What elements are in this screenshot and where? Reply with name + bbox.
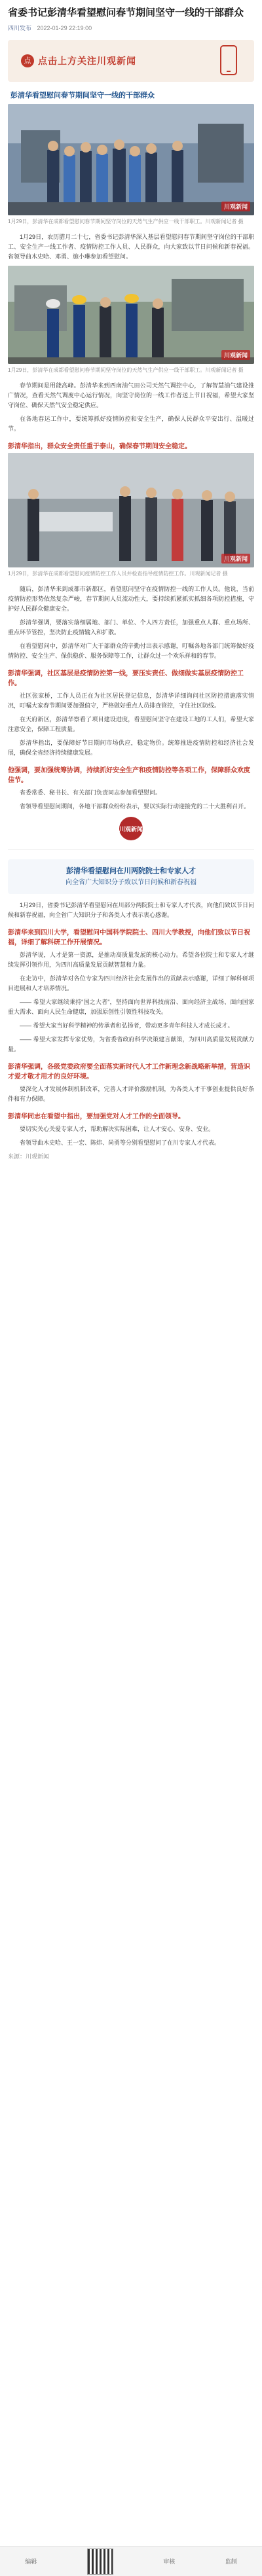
logo-row <box>8 817 254 840</box>
paragraph: 彭清华指出，要保障好节日期间市场供应，稳定物价。统筹推进疫情防控和经济社会发展，确保全省经济持续健康发展。 <box>8 740 254 756</box>
publisher-logo: 川观新闻 <box>119 817 143 840</box>
section1-heading: 彭清华看望慰问春节期间坚守一线的干部群众 <box>10 92 155 99</box>
section2-subtitle: 向全省广大知识分子致以节日问候和新春祝福 <box>66 879 196 886</box>
meta-date: 2022-01-29 22:19:00 <box>37 25 92 31</box>
meta-source[interactable]: 四川发布 <box>8 25 32 31</box>
paragraph: 在走访中，彭清华对各位专家为四川经济社会发展作出的贡献表示感谢，详细了解科研项目进展和人才培养情况。 <box>8 975 254 992</box>
photo-2 <box>8 266 254 364</box>
follow-banner[interactable] <box>8 40 254 82</box>
paragraph: 要深化人才发展体制机制改革，完善人才评价激励机制，为各类人才干事创业提供良好条件和有力保障。 <box>8 1086 254 1102</box>
paragraph: 彭清华说，人才是第一资源，是推动高质量发展的核心动力。希望各位院士和专家人才继续发挥引领作用，为四川高质量发展贡献智慧和力量。 <box>8 952 254 968</box>
qr-code-icon[interactable] <box>87 2549 113 2575</box>
paragraph: 在各地春运工作中，要统筹抓好疫情防控和安全生产，确保人民群众平安出行、温暖过节。 <box>8 416 254 432</box>
footer-reviewer: 审核 <box>163 2558 176 2565</box>
paragraph: 省领导曲木史哈、王一宏、陈炜、尚勇等分别看望慰问了在川专家人才代表。 <box>20 1139 221 1146</box>
paragraph: 随后，彭清华来到成都市新都区，看望慰问坚守在疫情防控一线的工作人员。他说，当前疫情防控形势依然复杂严峻，春节期间人员流动性大，要持续抓紧抓实抓细各项防控措施，守护好人民群众健康安全。 <box>8 586 254 612</box>
paragraph: 在看望慰问中，彭清华对广大干部群众的辛勤付出表示感谢，叮嘱各地各部门统筹做好疫情防控、安全生产、保供稳价、服务保障等工作，让群众过一个欢乐祥和的春节。 <box>8 643 254 659</box>
photo-watermark: 川观新闻 <box>221 350 250 360</box>
subheading: 彭清华来到四川大学，看望慰问中国科学院院士、四川大学教授，向他们致以节日祝福，详细了解科研工作开展情况。 <box>8 929 250 946</box>
paragraph: —— 希望大家当好科学精神的传承者和弘扬者，带动更多青年科技人才成长成才。 <box>20 1022 234 1029</box>
paragraph: —— 希望大家继续秉持“国之大者”，坚持面向世界科技前沿、面向经济主战场、面向国家重大需求、面向人民生命健康，加强原创性引领性科技攻关。 <box>8 999 254 1015</box>
paragraph: 1月29日，农历腊月二十七，省委书记彭清华深入基层看望慰问春节期间坚守岗位的干部职工、安全生产一线工作者、疫情防控工作人员、人民群众，向大家致以节日问候和新春祝福。省领导曲木史哈、邓勇、施小琳参加看望慰问。 <box>8 234 254 260</box>
source-line: 来源：川观新闻 <box>8 1153 50 1160</box>
photo-1 <box>8 104 254 215</box>
footer-editor: 编辑 <box>25 2558 37 2565</box>
photo-1-caption: 1月29日，彭清华在成都看望慰问春节期间坚守岗位的天然气生产供应一线干部职工。川观新闻记者 摄 <box>8 219 244 224</box>
photo-3-image <box>8 453 254 567</box>
paragraph: —— 希望大家发挥专家优势，为省委省政府科学决策建言献策，为四川高质量发展贡献力量。 <box>8 1036 254 1052</box>
paragraph: 要切实关心关爱专家人才，帮助解决实际困难，让人才安心、安身、安业。 <box>20 1126 215 1132</box>
paragraph: 社区张家桥，工作人员正在为社区居民登记信息，彭清华详细询问社区防控措施落实情况，叮嘱大家春节期间要加强值守，严格做好重点人员排查管控，守住社区防线。 <box>8 692 254 709</box>
photo-watermark: 川观新闻 <box>221 202 250 211</box>
footer-supervisor: 监制 <box>225 2558 237 2565</box>
phone-icon <box>220 45 237 75</box>
photo-2-caption: 1月29日，彭清华在成都看望慰问春节期间坚守岗位的天然气生产供应一线干部职工。川观新闻记者 摄 <box>8 367 244 373</box>
section2-title: 彭清华看望慰问在川两院院士和专家人才 <box>66 867 196 875</box>
paragraph: 1月29日，省委书记彭清华看望慰问在川部分两院院士和专家人才代表，向他们致以节日问候和新春祝福，向全省广大知识分子和各类人才表示衷心感谢。 <box>8 902 254 918</box>
paragraph: 省领导看望慰问期间，各地干部群众纷纷表示，要以实际行动迎接党的二十大胜利召开。 <box>20 803 250 810</box>
article-header <box>0 0 262 35</box>
article-meta <box>8 24 254 32</box>
subheading: 彭清华强调，社区基层是疫情防控第一线，要压实责任、做细做实基层疫情防控工作。 <box>8 670 244 687</box>
subheading: 彭清华同志在看望中指出，要加强党对人才工作的全面领导。 <box>8 1113 185 1120</box>
section2-title-card <box>8 859 254 894</box>
follow-prefix-badge: 点 <box>21 54 34 67</box>
photo-2-image <box>8 266 254 364</box>
subheading: 他强调，要加强统筹协调，持续抓好安全生产和疫情防控等各项工作，保障群众欢度佳节。 <box>8 767 250 784</box>
photo-watermark: 川观新闻 <box>221 554 250 564</box>
paragraph: 在天府新区，彭清华察看了项目建设进度，看望慰问坚守在建设工地的工人们，希望大家注意安全，保障工程质量。 <box>8 716 254 732</box>
photo-3-caption: 1月29日，彭清华在成都看望慰问疫情防控工作人员并检查指导疫情防控工作。川观新闻记者 摄 <box>8 571 228 577</box>
paragraph: 省委常委、秘书长、有关部门负责同志参加看望慰问。 <box>20 789 162 796</box>
subheading: 彭清华强调，各级党委政府要全面落实新时代人才工作新理念新战略新举措，营造识才爱才敬才用才的良好环境。 <box>8 1064 250 1081</box>
follow-banner-text: 点击上方关注川观新闻 <box>38 56 136 66</box>
footer-bar <box>0 2546 262 2576</box>
photo-3 <box>8 453 254 567</box>
paragraph: 春节期间是用能高峰。彭清华来到西南油气田公司天然气调控中心，了解智慧油气建设推广情况，查看天然气调度中心运行情况，向坚守岗位的一线工作者送上节日祝福，希望大家坚守岗位、确保天然气安全稳定供应。 <box>8 382 254 408</box>
photo-1-image <box>8 104 254 215</box>
paragraph: 彭清华强调，要落实落细属地、部门、单位、个人四方责任，加强重点人群、重点场所、重点环节管控，坚决防止疫情输入和扩散。 <box>8 619 254 635</box>
article-title: 省委书记彭清华看望慰问春节期间坚守一线的干部群众 <box>8 7 244 18</box>
subheading: 彭清华指出，群众安全责任重于泰山，确保春节期间安全稳定。 <box>8 443 191 450</box>
